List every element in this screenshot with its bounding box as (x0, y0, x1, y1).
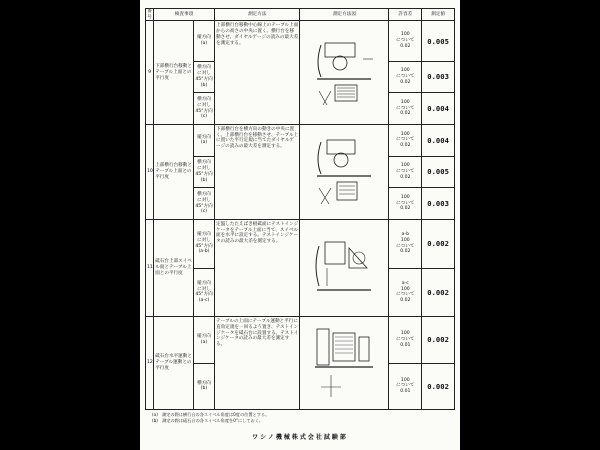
row-number: 9 (146, 21, 154, 124)
measured-value: 0.004 (422, 124, 455, 156)
tolerance-value: a-b 100 について 0.02 (389, 219, 422, 268)
figure-cell (300, 317, 389, 410)
row-number: 11 (146, 219, 154, 316)
sub-item-label: 縦方向 (a) (193, 124, 214, 156)
table-row (146, 124, 455, 156)
table-row (146, 219, 455, 268)
row-number: 12 (146, 317, 154, 410)
measured-value: 0.004 (422, 93, 455, 125)
header-tolerance: 許容差 (389, 9, 422, 21)
document-page (140, 0, 460, 450)
measured-value: 0.003 (422, 61, 455, 93)
swivel-head-diagram (307, 228, 381, 308)
inspection-item: 砥石台上部スイベル面とテーブル上面との平行度 (154, 219, 194, 316)
tolerance-value: a-c 100 について 0.02 (389, 268, 422, 317)
method-text: 上部横行台移動中心線上のテーブル上面からの高さの中央に置く。横行台を移動させ、ダイヤルゲージの読みの最大差を測定する。 (215, 21, 300, 124)
tolerance-value: 100 について 0.02 (389, 156, 422, 188)
measured-value: 0.003 (422, 188, 455, 220)
measured-value: 0.002 (422, 363, 455, 409)
table-header-row (146, 9, 455, 21)
sub-item-label: 横方向に対し 45°方向 (c) (193, 188, 214, 220)
sub-item-label: 縦方向 (a) (193, 21, 214, 61)
figure-cell (300, 124, 389, 219)
sub-item-label: 横方向に対し 45°方向 (b) (193, 61, 214, 93)
sub-item-label: 縦方向に対し 45°方向 (a-b) (193, 219, 214, 268)
inspection-item: 下部横行台移動とテーブル上面との平行度 (154, 21, 194, 124)
footer-company-name: ワシノ機械株式会社試験部 (252, 434, 348, 441)
inspection-item: 上部横行台移動とテーブル上面との平行度 (154, 124, 194, 219)
header-measured: 測定値 (422, 9, 455, 21)
measured-value: 0.005 (422, 21, 455, 61)
sub-item-label: 横方向 (b) (193, 363, 214, 409)
surface-grinder-diagram (307, 132, 381, 212)
header-figure: 測定方法図 (300, 9, 389, 21)
column-setup-diagram (307, 323, 381, 403)
header-item: 検査事項 (154, 9, 215, 21)
sub-item-label: 横方向に対し 45°方向 (b) (193, 156, 214, 188)
tolerance-value: 100 について 0.01 (389, 363, 422, 409)
footnote-line: (b) 測定の際は砥石台の各スイベル角度を0°にしておく。 (152, 418, 264, 423)
measured-value: 0.002 (422, 317, 455, 363)
method-text: 下部横行台を横方向の動きの中央に置く。上部横行台を移動させ、テーブル上に置いた平行定規に当てたダイヤルゲージの読みの最大差を測定する。 (215, 124, 300, 219)
surface-grinder-diagram (307, 33, 381, 113)
sub-item-label: 縦方向に対し 45°方向 (a-c) (193, 268, 214, 317)
method-text: テーブルの上面にテーブル運動と平行に直角定規を一回るよう置き、テストインジケータを砥石台に設置する。テストインジケータの読みの最大差を測定する。 (215, 317, 300, 410)
method-text: 定盤したたえばき板砥面にテストインジケータをテーブル上面に当て、スイベル面を水平に設定する。テストインジケータの読みの最大差を測定する。 (215, 219, 300, 316)
tolerance-value: 100 について 0.02 (389, 188, 422, 220)
sub-item-label: 縦方向 (a) (193, 317, 214, 363)
figure-cell (300, 219, 389, 316)
table-row (146, 21, 455, 61)
header-no: 番号 (147, 9, 152, 20)
inspection-table (145, 8, 455, 410)
footnotes (152, 412, 452, 424)
tolerance-value: 100 について 0.02 (389, 61, 422, 93)
header-method: 測定方法 (215, 9, 300, 21)
table-row (146, 317, 455, 363)
measured-value: 0.005 (422, 156, 455, 188)
tolerance-value: 100 について 0.02 (389, 93, 422, 125)
measured-value: 0.002 (422, 219, 455, 268)
footnote-line: (a) 測定の際は横行台の各スイベル角度は0度の位置とする。 (152, 412, 270, 417)
tolerance-value: 100 について 0.02 (389, 21, 422, 61)
tolerance-value: 100 について 0.02 (389, 124, 422, 156)
inspection-item: 砥石台水平運動とテーブル運動との平行度 (154, 317, 194, 410)
sub-item-label: 横方向に対し 45°方向 (c) (193, 93, 214, 125)
measured-value: 0.002 (422, 268, 455, 317)
figure-cell (300, 21, 389, 124)
tolerance-value: 100 について 0.01 (389, 317, 422, 363)
row-number: 10 (146, 124, 154, 219)
